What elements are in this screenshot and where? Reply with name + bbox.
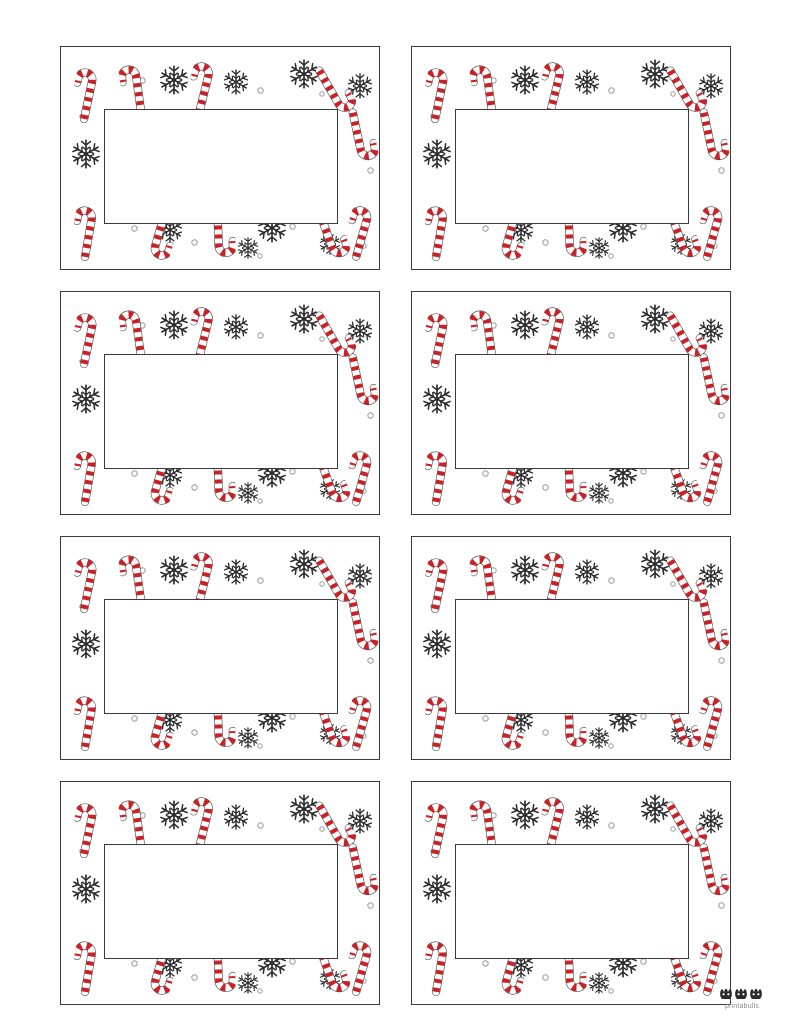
- tag-write-in-area[interactable]: [104, 109, 338, 224]
- snowflake-icon: [159, 555, 189, 585]
- circle-dot-icon: [640, 713, 647, 720]
- circle-dot-icon: [289, 958, 296, 965]
- printabulls-logo-icon: [711, 985, 773, 1001]
- candy-cane-icon: [424, 551, 450, 613]
- candy-cane-icon: [424, 796, 450, 858]
- candy-cane-icon: [73, 199, 99, 261]
- snowflake-icon: [588, 237, 610, 259]
- candy-cane-icon: [349, 597, 375, 659]
- circle-dot-icon: [191, 239, 198, 246]
- snowflake-icon: [237, 482, 259, 504]
- candy-cane-icon: [424, 306, 450, 368]
- gift-tag-card[interactable]: [60, 536, 380, 760]
- candy-cane-icon: [73, 934, 99, 996]
- gift-tag-card[interactable]: [60, 46, 380, 270]
- circle-dot-icon: [257, 743, 263, 749]
- snowflake-icon: [574, 314, 600, 340]
- snowflake-icon: [588, 482, 610, 504]
- snowflake-icon: [223, 314, 249, 340]
- circle-dot-icon: [257, 87, 264, 94]
- tag-write-in-area[interactable]: [455, 109, 689, 224]
- candy-cane-icon: [424, 689, 450, 751]
- tag-write-in-area[interactable]: [455, 844, 689, 959]
- circle-dot-icon: [482, 715, 489, 722]
- circle-dot-icon: [257, 577, 264, 584]
- candy-cane-icon: [424, 61, 450, 123]
- gift-tag-card[interactable]: [411, 291, 731, 515]
- candy-cane-icon: [698, 444, 724, 506]
- snowflake-icon: [223, 69, 249, 95]
- snowflake-icon: [510, 555, 540, 585]
- snowflake-icon: [237, 237, 259, 259]
- circle-dot-icon: [608, 87, 615, 94]
- candy-cane-icon: [698, 689, 724, 751]
- snowflake-icon: [510, 65, 540, 95]
- candy-cane-icon: [540, 300, 566, 362]
- snowflake-icon: [422, 874, 452, 904]
- snowflake-icon: [223, 559, 249, 585]
- candy-cane-icon: [73, 796, 99, 858]
- snowflake-icon: [237, 972, 259, 994]
- circle-dot-icon: [608, 743, 614, 749]
- tag-write-in-area[interactable]: [104, 599, 338, 714]
- tag-write-in-area[interactable]: [104, 354, 338, 469]
- candy-cane-icon: [189, 545, 215, 607]
- candy-cane-icon: [424, 444, 450, 506]
- circle-dot-icon: [131, 225, 138, 232]
- candy-cane-icon: [700, 107, 726, 169]
- snowflake-icon: [71, 629, 101, 659]
- circle-dot-icon: [608, 577, 615, 584]
- candy-cane-icon: [73, 689, 99, 751]
- snowflake-icon: [510, 310, 540, 340]
- candy-cane-icon: [424, 934, 450, 996]
- circle-dot-icon: [131, 960, 138, 967]
- candy-cane-icon: [73, 444, 99, 506]
- circle-dot-icon: [191, 484, 198, 491]
- circle-dot-icon: [131, 470, 138, 477]
- circle-dot-icon: [257, 253, 263, 259]
- candy-cane-icon: [347, 199, 373, 261]
- candy-cane-icon: [540, 790, 566, 852]
- candy-cane-icon: [347, 444, 373, 506]
- circle-dot-icon: [640, 958, 647, 965]
- circle-dot-icon: [257, 332, 264, 339]
- candy-cane-icon: [349, 352, 375, 414]
- candy-cane-icon: [347, 934, 373, 996]
- footer-branding: [711, 985, 773, 1010]
- gift-tag-card[interactable]: [60, 291, 380, 515]
- circle-dot-icon: [289, 468, 296, 475]
- snowflake-icon: [422, 384, 452, 414]
- snowflake-icon: [237, 727, 259, 749]
- candy-cane-icon: [73, 306, 99, 368]
- circle-dot-icon: [608, 988, 614, 994]
- candy-cane-icon: [189, 55, 215, 117]
- candy-cane-icon: [347, 689, 373, 751]
- circle-dot-icon: [608, 332, 615, 339]
- circle-dot-icon: [257, 822, 264, 829]
- circle-dot-icon: [131, 715, 138, 722]
- circle-dot-icon: [482, 470, 489, 477]
- circle-dot-icon: [542, 974, 549, 981]
- circle-dot-icon: [608, 498, 614, 504]
- snowflake-icon: [574, 804, 600, 830]
- circle-dot-icon: [257, 498, 263, 504]
- candy-cane-icon: [73, 61, 99, 123]
- snowflake-icon: [71, 874, 101, 904]
- snowflake-icon: [223, 804, 249, 830]
- snowflake-icon: [71, 139, 101, 169]
- brand-label: printabulls: [724, 1003, 760, 1010]
- candy-cane-icon: [349, 107, 375, 169]
- snowflake-icon: [574, 69, 600, 95]
- candy-cane-icon: [700, 597, 726, 659]
- circle-dot-icon: [608, 253, 614, 259]
- snowflake-icon: [422, 139, 452, 169]
- circle-dot-icon: [257, 988, 263, 994]
- circle-dot-icon: [608, 822, 615, 829]
- circle-dot-icon: [191, 729, 198, 736]
- snowflake-icon: [71, 384, 101, 414]
- candy-cane-icon: [73, 551, 99, 613]
- candy-cane-icon: [540, 545, 566, 607]
- snowflake-icon: [574, 559, 600, 585]
- candy-cane-icon: [700, 352, 726, 414]
- snowflake-icon: [510, 800, 540, 830]
- candy-cane-icon: [349, 842, 375, 904]
- candy-cane-icon: [189, 300, 215, 362]
- candy-cane-icon: [700, 842, 726, 904]
- candy-cane-icon: [698, 199, 724, 261]
- gift-tag-card[interactable]: [60, 781, 380, 1005]
- circle-dot-icon: [191, 974, 198, 981]
- gift-tag-grid: [60, 46, 731, 1005]
- circle-dot-icon: [542, 239, 549, 246]
- tag-write-in-area[interactable]: [104, 844, 338, 959]
- gift-tag-card[interactable]: [411, 46, 731, 270]
- tag-write-in-area[interactable]: [455, 599, 689, 714]
- candy-cane-icon: [540, 55, 566, 117]
- circle-dot-icon: [542, 484, 549, 491]
- snowflake-icon: [588, 727, 610, 749]
- circle-dot-icon: [542, 729, 549, 736]
- circle-dot-icon: [640, 223, 647, 230]
- circle-dot-icon: [289, 713, 296, 720]
- candy-cane-icon: [189, 790, 215, 852]
- candy-cane-icon: [424, 199, 450, 261]
- snowflake-icon: [159, 310, 189, 340]
- tag-write-in-area[interactable]: [455, 354, 689, 469]
- gift-tag-card[interactable]: [411, 536, 731, 760]
- circle-dot-icon: [289, 223, 296, 230]
- snowflake-icon: [422, 629, 452, 659]
- snowflake-icon: [588, 972, 610, 994]
- snowflake-icon: [159, 800, 189, 830]
- gift-tag-card[interactable]: [411, 781, 731, 1005]
- snowflake-icon: [159, 65, 189, 95]
- circle-dot-icon: [482, 960, 489, 967]
- circle-dot-icon: [482, 225, 489, 232]
- circle-dot-icon: [640, 468, 647, 475]
